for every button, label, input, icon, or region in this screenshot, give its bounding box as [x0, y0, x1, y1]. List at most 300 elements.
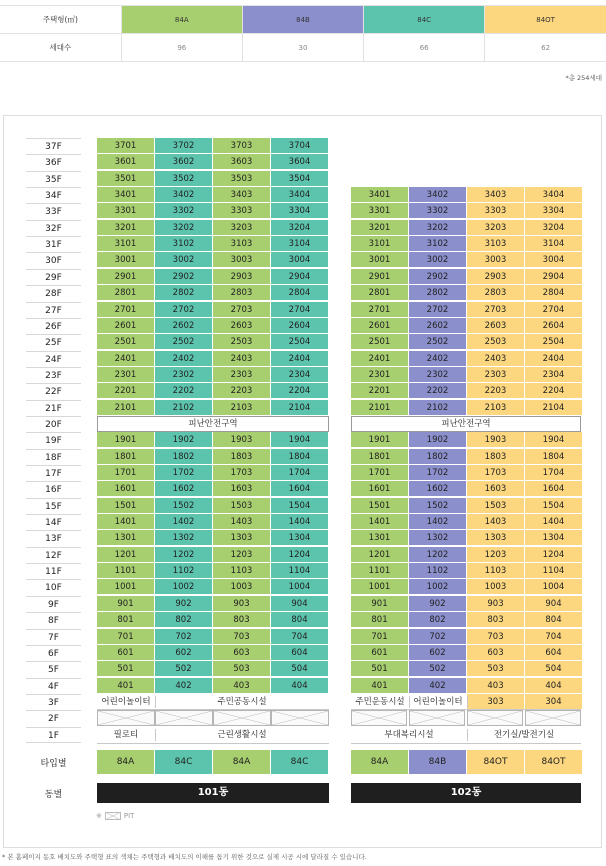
- building-102-unit[interactable]: 3402: [409, 187, 467, 203]
- building-102-unit[interactable]: 1602: [409, 481, 467, 497]
- building-101-unit[interactable]: 1901: [97, 432, 155, 448]
- building-102-unit[interactable]: 2501: [351, 334, 409, 350]
- building-101-unit[interactable]: 3604: [271, 154, 329, 170]
- building-102-unit[interactable]: 2903: [467, 269, 525, 285]
- building-101-unit[interactable]: 2204: [271, 383, 329, 399]
- building-101-unit[interactable]: 2801: [97, 285, 155, 301]
- building-101-unit[interactable]: 2203: [213, 383, 271, 399]
- refuge-zone-102: 피난안전구역: [351, 416, 581, 432]
- building-101-unit[interactable]: 3402: [155, 187, 213, 203]
- building-101-unit[interactable]: 2302: [155, 367, 213, 383]
- building-102-unit[interactable]: 2804: [525, 285, 583, 301]
- building-101-unit[interactable]: 1502: [155, 498, 213, 514]
- building-102-unit[interactable]: 1001: [351, 579, 409, 595]
- building-101-unit[interactable]: 3301: [97, 203, 155, 219]
- building-102-unit[interactable]: 501: [351, 661, 409, 677]
- floor-label: 4F: [26, 678, 81, 694]
- building-102-unit[interactable]: 1201: [351, 547, 409, 563]
- building-101-unit[interactable]: 2904: [271, 269, 329, 285]
- building-102-unit[interactable]: 2801: [351, 285, 409, 301]
- building-101-type: 84A: [213, 750, 271, 774]
- building-101-unit[interactable]: 1801: [97, 449, 155, 465]
- building-101-unit[interactable]: 3203: [213, 220, 271, 236]
- building-101-unit[interactable]: 402: [155, 678, 213, 694]
- building-102-unit[interactable]: 1303: [467, 530, 525, 546]
- building-102-unit[interactable]: 2304: [525, 367, 583, 383]
- building-102-unit[interactable]: 2101: [351, 400, 409, 416]
- floor-label: 28F: [26, 285, 81, 301]
- building-102-unit[interactable]: 3002: [409, 252, 467, 268]
- floor-label: 5F: [26, 661, 81, 677]
- building-101-unit[interactable]: 2802: [155, 285, 213, 301]
- building-102-unit[interactable]: 3203: [467, 220, 525, 236]
- building-101-unit[interactable]: 3204: [271, 220, 329, 236]
- building-102-unit[interactable]: 1401: [351, 514, 409, 530]
- building-102-unit[interactable]: 1702: [409, 465, 467, 481]
- building-102-unit[interactable]: 2701: [351, 302, 409, 318]
- building-102-unit[interactable]: 2104: [525, 400, 583, 416]
- building-102-unit[interactable]: 3003: [467, 252, 525, 268]
- building-101-unit[interactable]: 603: [213, 645, 271, 661]
- building-102-unit[interactable]: 604: [525, 645, 583, 661]
- building-102-unit[interactable]: 1603: [467, 481, 525, 497]
- building-102-unit[interactable]: 1902: [409, 432, 467, 448]
- building-102-unit[interactable]: 1701: [351, 465, 409, 481]
- summary-type-84ot: 84OT: [485, 6, 606, 34]
- summary-count-84a: 96: [121, 34, 242, 62]
- building-101-unit[interactable]: 2703: [213, 302, 271, 318]
- building-102-type: 84A: [351, 750, 409, 774]
- building-101-unit[interactable]: 2104: [271, 400, 329, 416]
- building-101-unit[interactable]: 3002: [155, 252, 213, 268]
- building-102-unit[interactable]: 404: [525, 678, 583, 694]
- building-102-unit[interactable]: 2703: [467, 302, 525, 318]
- building-102-unit[interactable]: 702: [409, 629, 467, 645]
- building-101-unit[interactable]: 601: [97, 645, 155, 661]
- building-101-unit[interactable]: 2702: [155, 302, 213, 318]
- floor-label: 20F: [26, 416, 81, 432]
- building-101-unit[interactable]: 1203: [213, 547, 271, 563]
- building-101-unit[interactable]: 903: [213, 596, 271, 612]
- building-101-unit[interactable]: 1604: [271, 481, 329, 497]
- pit-102: [467, 710, 523, 726]
- floor-label: 1F: [26, 727, 81, 743]
- building-101-unit[interactable]: 3602: [155, 154, 213, 170]
- building-101-unit[interactable]: 1204: [271, 547, 329, 563]
- building-102-unit[interactable]: 3401: [351, 187, 409, 203]
- building-102-unit[interactable]: 1304: [525, 530, 583, 546]
- building-101-unit[interactable]: 1003: [213, 579, 271, 595]
- building-102-unit[interactable]: 1501: [351, 498, 409, 514]
- building-102-unit[interactable]: 1102: [409, 563, 467, 579]
- building-101-unit[interactable]: 604: [271, 645, 329, 661]
- building-101-unit[interactable]: 2503: [213, 334, 271, 350]
- building-101-unit[interactable]: 3603: [213, 154, 271, 170]
- building-101-unit[interactable]: 801: [97, 612, 155, 628]
- building-101-unit[interactable]: 2602: [155, 318, 213, 334]
- building-101-unit[interactable]: 804: [271, 612, 329, 628]
- unit-summary-table: [0, 5, 606, 62]
- building-102-unit[interactable]: 2404: [525, 351, 583, 367]
- building-101-unit[interactable]: 2603: [213, 318, 271, 334]
- building-101-unit[interactable]: 3304: [271, 203, 329, 219]
- building-102-unit[interactable]: 2502: [409, 334, 467, 350]
- building-101-unit[interactable]: 1603: [213, 481, 271, 497]
- building-102-unit[interactable]: 2302: [409, 367, 467, 383]
- building-101-unit[interactable]: 3504: [271, 171, 329, 187]
- building-101-unit[interactable]: 2401: [97, 351, 155, 367]
- building-101-unit[interactable]: 803: [213, 612, 271, 628]
- building-102-unit[interactable]: 1802: [409, 449, 467, 465]
- building-102-unit[interactable]: 2802: [409, 285, 467, 301]
- building-102-unit[interactable]: 1101: [351, 563, 409, 579]
- row-divider: [97, 709, 329, 710]
- building-102-unit[interactable]: 1903: [467, 432, 525, 448]
- building-102-unit[interactable]: 802: [409, 612, 467, 628]
- building-101-unit[interactable]: 2101: [97, 400, 155, 416]
- building-101-unit[interactable]: 1402: [155, 514, 213, 530]
- pit-101: [155, 710, 213, 726]
- building-102-unit[interactable]: 3302: [409, 203, 467, 219]
- building-101-unit[interactable]: 1703: [213, 465, 271, 481]
- building-101-unit[interactable]: 2202: [155, 383, 213, 399]
- building-101-unit[interactable]: 3702: [155, 138, 213, 154]
- building-101-unit[interactable]: 1601: [97, 481, 155, 497]
- building-101-unit[interactable]: 1401: [97, 514, 155, 530]
- building-102-unit[interactable]: 804: [525, 612, 583, 628]
- building-102-unit[interactable]: 2602: [409, 318, 467, 334]
- building-102-unit[interactable]: 502: [409, 661, 467, 677]
- building-101-unit[interactable]: 1403: [213, 514, 271, 530]
- building-101-unit[interactable]: 1103: [213, 563, 271, 579]
- building-101-unit[interactable]: 1001: [97, 579, 155, 595]
- building-102-unit[interactable]: 2902: [409, 269, 467, 285]
- building-101-unit[interactable]: 3102: [155, 236, 213, 252]
- building-101-unit[interactable]: 3404: [271, 187, 329, 203]
- building-101-unit[interactable]: 3501: [97, 171, 155, 187]
- building-101-unit[interactable]: 3601: [97, 154, 155, 170]
- building-102-unit[interactable]: 801: [351, 612, 409, 628]
- building-102-unit[interactable]: 1003: [467, 579, 525, 595]
- building-101-unit[interactable]: 703: [213, 629, 271, 645]
- building-102-unit[interactable]: 3204: [525, 220, 583, 236]
- floor-label: 6F: [26, 645, 81, 661]
- building-101-unit[interactable]: 1704: [271, 465, 329, 481]
- building-101-unit[interactable]: 2201: [97, 383, 155, 399]
- building-101-unit[interactable]: 704: [271, 629, 329, 645]
- building-101-unit[interactable]: 3403: [213, 187, 271, 203]
- building-101-unit[interactable]: 1803: [213, 449, 271, 465]
- building-101-unit[interactable]: 1903: [213, 432, 271, 448]
- facility-community-101: 주민공동시설: [217, 696, 267, 707]
- building-101-unit[interactable]: 2701: [97, 302, 155, 318]
- building-102-unit[interactable]: 3102: [409, 236, 467, 252]
- building-101-unit[interactable]: 1104: [271, 563, 329, 579]
- facility-divider: [409, 696, 410, 708]
- building-102-unit[interactable]: 1203: [467, 547, 525, 563]
- building-101-unit[interactable]: 3103: [213, 236, 271, 252]
- building-102-unit[interactable]: 403: [467, 678, 525, 694]
- building-102-unit[interactable]: 3104: [525, 236, 583, 252]
- building-102-unit[interactable]: 1204: [525, 547, 583, 563]
- building-102-unit[interactable]: 3103: [467, 236, 525, 252]
- building-101-unit[interactable]: 1804: [271, 449, 329, 465]
- floor-label: 17F: [26, 465, 81, 481]
- pit-102: [525, 710, 581, 726]
- pit-legend: [96, 812, 134, 820]
- building-102-unit[interactable]: 1301: [351, 530, 409, 546]
- building-101-unit[interactable]: 1702: [155, 465, 213, 481]
- building-101-unit[interactable]: 3004: [271, 252, 329, 268]
- building-101-unit[interactable]: 3003: [213, 252, 271, 268]
- building-101-unit[interactable]: 2903: [213, 269, 271, 285]
- building-101-unit[interactable]: 2303: [213, 367, 271, 383]
- building-102-unit[interactable]: 401: [351, 678, 409, 694]
- building-102-unit[interactable]: 1601: [351, 481, 409, 497]
- building-102-unit[interactable]: 1804: [525, 449, 583, 465]
- facility-welfare-102: 부대복리시설: [384, 729, 434, 740]
- building-101-unit[interactable]: 2601: [97, 318, 155, 334]
- building-102-unit[interactable]: 2403: [467, 351, 525, 367]
- building-102-unit[interactable]: 3303: [467, 203, 525, 219]
- building-102-unit[interactable]: 803: [467, 612, 525, 628]
- building-101-unit[interactable]: 2404: [271, 351, 329, 367]
- building-102-unit[interactable]: 3301: [351, 203, 409, 219]
- building-102-unit[interactable]: 3202: [409, 220, 467, 236]
- building-101-unit[interactable]: 1802: [155, 449, 213, 465]
- building-101-unit[interactable]: 1701: [97, 465, 155, 481]
- building-101-unit[interactable]: 1002: [155, 579, 213, 595]
- building-101-unit[interactable]: 904: [271, 596, 329, 612]
- building-102-unit[interactable]: 1402: [409, 514, 467, 530]
- building-101-unit[interactable]: 401: [97, 678, 155, 694]
- building-102-unit[interactable]: 2601: [351, 318, 409, 334]
- building-101-unit[interactable]: 2504: [271, 334, 329, 350]
- type-header-label: 주택형(㎡): [0, 6, 121, 34]
- building-101-unit[interactable]: 2604: [271, 318, 329, 334]
- building-101-unit[interactable]: 1302: [155, 530, 213, 546]
- building-102-unit[interactable]: 2504: [525, 334, 583, 350]
- building-102-unit[interactable]: 503: [467, 661, 525, 677]
- building-102-unit[interactable]: 2303: [467, 367, 525, 383]
- building-102-unit[interactable]: 1302: [409, 530, 467, 546]
- building-101-unit[interactable]: 2304: [271, 367, 329, 383]
- building-102-unit[interactable]: 504: [525, 661, 583, 677]
- building-101-unit[interactable]: 503: [213, 661, 271, 677]
- building-102-unit[interactable]: 2904: [525, 269, 583, 285]
- building-101-unit[interactable]: 701: [97, 629, 155, 645]
- building-102-unit[interactable]: 603: [467, 645, 525, 661]
- footnote: * 본 홈페이지 동호 배치도와 주택형 표의 색채는 주택형과 배치도의 이해를 돕기 위한 것으로 실제 시공 시에 달라질 수 있습니다.: [2, 853, 367, 861]
- floor-label: 12F: [26, 547, 81, 563]
- building-102-unit[interactable]: 3304: [525, 203, 583, 219]
- building-102-unit[interactable]: 701: [351, 629, 409, 645]
- building-102-unit[interactable]: 304: [525, 694, 583, 710]
- building-101-unit[interactable]: 2502: [155, 334, 213, 350]
- building-102-unit[interactable]: 2204: [525, 383, 583, 399]
- building-101-unit[interactable]: 3201: [97, 220, 155, 236]
- floor-label: 16F: [26, 481, 81, 497]
- building-101-unit[interactable]: 1501: [97, 498, 155, 514]
- building-101-unit[interactable]: 403: [213, 678, 271, 694]
- building-101-unit[interactable]: 1904: [271, 432, 329, 448]
- building-102-unit[interactable]: 901: [351, 596, 409, 612]
- building-101-unit[interactable]: 3302: [155, 203, 213, 219]
- type-row-label: 타입별: [40, 759, 67, 769]
- facility-playground-102: 어린이놀이터: [413, 696, 463, 707]
- row-divider: [351, 743, 581, 744]
- building-101-unit[interactable]: 1503: [213, 498, 271, 514]
- building-101-unit[interactable]: 1301: [97, 530, 155, 546]
- facility-divider: [467, 729, 468, 741]
- summary-type-84a: 84A: [121, 6, 242, 34]
- building-101-unit[interactable]: 2103: [213, 400, 271, 416]
- building-102-unit[interactable]: 3001: [351, 252, 409, 268]
- building-101-unit[interactable]: 2803: [213, 285, 271, 301]
- building-102-unit[interactable]: 2203: [467, 383, 525, 399]
- building-102-unit[interactable]: 1904: [525, 432, 583, 448]
- building-101-unit[interactable]: 3401: [97, 187, 155, 203]
- floor-label: 35F: [26, 171, 81, 187]
- facility-retail-101: 근린생활시설: [217, 729, 267, 740]
- building-102-unit[interactable]: 903: [467, 596, 525, 612]
- building-102-unit[interactable]: 703: [467, 629, 525, 645]
- building-102-unit[interactable]: 1504: [525, 498, 583, 514]
- floor-label: 3F: [26, 694, 81, 710]
- building-101-unit[interactable]: 1304: [271, 530, 329, 546]
- building-101-unit[interactable]: 602: [155, 645, 213, 661]
- building-101-unit[interactable]: 1404: [271, 514, 329, 530]
- building-102-unit[interactable]: 1703: [467, 465, 525, 481]
- building-101-unit[interactable]: 2902: [155, 269, 213, 285]
- building-101-unit[interactable]: 1102: [155, 563, 213, 579]
- floor-label: 24F: [26, 351, 81, 367]
- building-102-unit[interactable]: 2402: [409, 351, 467, 367]
- building-101-unit[interactable]: 3701: [97, 138, 155, 154]
- building-102-unit[interactable]: 2901: [351, 269, 409, 285]
- building-102-unit[interactable]: 2103: [467, 400, 525, 416]
- building-101-unit[interactable]: 504: [271, 661, 329, 677]
- building-102-unit[interactable]: 1901: [351, 432, 409, 448]
- building-102-unit[interactable]: 1002: [409, 579, 467, 595]
- building-101-unit[interactable]: 1303: [213, 530, 271, 546]
- building-101-unit[interactable]: 2403: [213, 351, 271, 367]
- building-101-unit[interactable]: 802: [155, 612, 213, 628]
- building-102-unit[interactable]: 3101: [351, 236, 409, 252]
- building-102-unit[interactable]: 1103: [467, 563, 525, 579]
- building-102-unit[interactable]: 1202: [409, 547, 467, 563]
- building-102-unit[interactable]: 3404: [525, 187, 583, 203]
- building-101-unit[interactable]: 501: [97, 661, 155, 677]
- building-102-unit[interactable]: 2604: [525, 318, 583, 334]
- building-102-unit[interactable]: 1503: [467, 498, 525, 514]
- building-101-type: 84C: [271, 750, 329, 774]
- building-102-unit[interactable]: 1404: [525, 514, 583, 530]
- building-102-unit[interactable]: 3403: [467, 187, 525, 203]
- facility-divider: [155, 696, 156, 708]
- building-101-unit[interactable]: 2704: [271, 302, 329, 318]
- building-101-unit[interactable]: 3704: [271, 138, 329, 154]
- building-102-unit[interactable]: 1403: [467, 514, 525, 530]
- building-102-unit[interactable]: 1104: [525, 563, 583, 579]
- building-101-unit[interactable]: 1202: [155, 547, 213, 563]
- building-101-unit[interactable]: 3303: [213, 203, 271, 219]
- building-101-type: 84A: [97, 750, 155, 774]
- building-102-unit[interactable]: 2401: [351, 351, 409, 367]
- building-102-unit[interactable]: 2503: [467, 334, 525, 350]
- building-102-unit[interactable]: 1004: [525, 579, 583, 595]
- building-102-unit[interactable]: 2603: [467, 318, 525, 334]
- building-102-unit[interactable]: 2201: [351, 383, 409, 399]
- building-101-unit[interactable]: 1602: [155, 481, 213, 497]
- building-101-unit[interactable]: 2402: [155, 351, 213, 367]
- building-102-unit[interactable]: 402: [409, 678, 467, 694]
- summary-type-84c: 84C: [364, 6, 485, 34]
- building-102-unit[interactable]: 602: [409, 645, 467, 661]
- building-101-unit[interactable]: 502: [155, 661, 213, 677]
- building-102-unit[interactable]: 2803: [467, 285, 525, 301]
- building-101-unit[interactable]: 702: [155, 629, 213, 645]
- building-102-unit[interactable]: 1801: [351, 449, 409, 465]
- floor-label: 8F: [26, 612, 81, 628]
- building-102-unit[interactable]: 2202: [409, 383, 467, 399]
- building-102-unit[interactable]: 704: [525, 629, 583, 645]
- building-102-unit[interactable]: 902: [409, 596, 467, 612]
- building-101-unit[interactable]: 901: [97, 596, 155, 612]
- building-102-unit[interactable]: 2704: [525, 302, 583, 318]
- building-102-unit[interactable]: 601: [351, 645, 409, 661]
- facility-piloti-101: 필로티: [113, 729, 139, 740]
- building-101-unit[interactable]: 1504: [271, 498, 329, 514]
- building-102-unit[interactable]: 2301: [351, 367, 409, 383]
- building-101-unit[interactable]: 3202: [155, 220, 213, 236]
- building-101-unit[interactable]: 2901: [97, 269, 155, 285]
- building-102-unit[interactable]: 1704: [525, 465, 583, 481]
- building-101-unit[interactable]: 1201: [97, 547, 155, 563]
- building-102-unit[interactable]: 1502: [409, 498, 467, 514]
- building-101-unit[interactable]: 3101: [97, 236, 155, 252]
- floor-label: 26F: [26, 318, 81, 334]
- building-102-unit[interactable]: 3004: [525, 252, 583, 268]
- building-101-unit[interactable]: 3104: [271, 236, 329, 252]
- building-101-unit[interactable]: 404: [271, 678, 329, 694]
- building-101-unit[interactable]: 1902: [155, 432, 213, 448]
- building-102-unit[interactable]: 904: [525, 596, 583, 612]
- building-102-unit[interactable]: 303: [467, 694, 525, 710]
- building-101-unit[interactable]: 3001: [97, 252, 155, 268]
- building-101-unit[interactable]: 2804: [271, 285, 329, 301]
- building-102-unit[interactable]: 3201: [351, 220, 409, 236]
- building-101-unit[interactable]: 2501: [97, 334, 155, 350]
- summary-count-84b: 30: [242, 34, 363, 62]
- legend-label: PIT: [123, 812, 135, 820]
- building-101-unit[interactable]: 2102: [155, 400, 213, 416]
- building-102-unit[interactable]: 2102: [409, 400, 467, 416]
- building-101-unit[interactable]: 3503: [213, 171, 271, 187]
- building-101-unit[interactable]: 1101: [97, 563, 155, 579]
- building-101-type: 84C: [155, 750, 213, 774]
- building-101-unit[interactable]: 3703: [213, 138, 271, 154]
- building-101-unit[interactable]: 2301: [97, 367, 155, 383]
- building-102-unit[interactable]: 2702: [409, 302, 467, 318]
- building-102-unit[interactable]: 1604: [525, 481, 583, 497]
- building-101-unit[interactable]: 1004: [271, 579, 329, 595]
- building-101-unit[interactable]: 902: [155, 596, 213, 612]
- facility-fitness-102: 주민운동시설: [355, 696, 405, 707]
- count-header-label: 세대수: [0, 34, 121, 62]
- building-101-unit[interactable]: 3502: [155, 171, 213, 187]
- building-102-unit[interactable]: 1803: [467, 449, 525, 465]
